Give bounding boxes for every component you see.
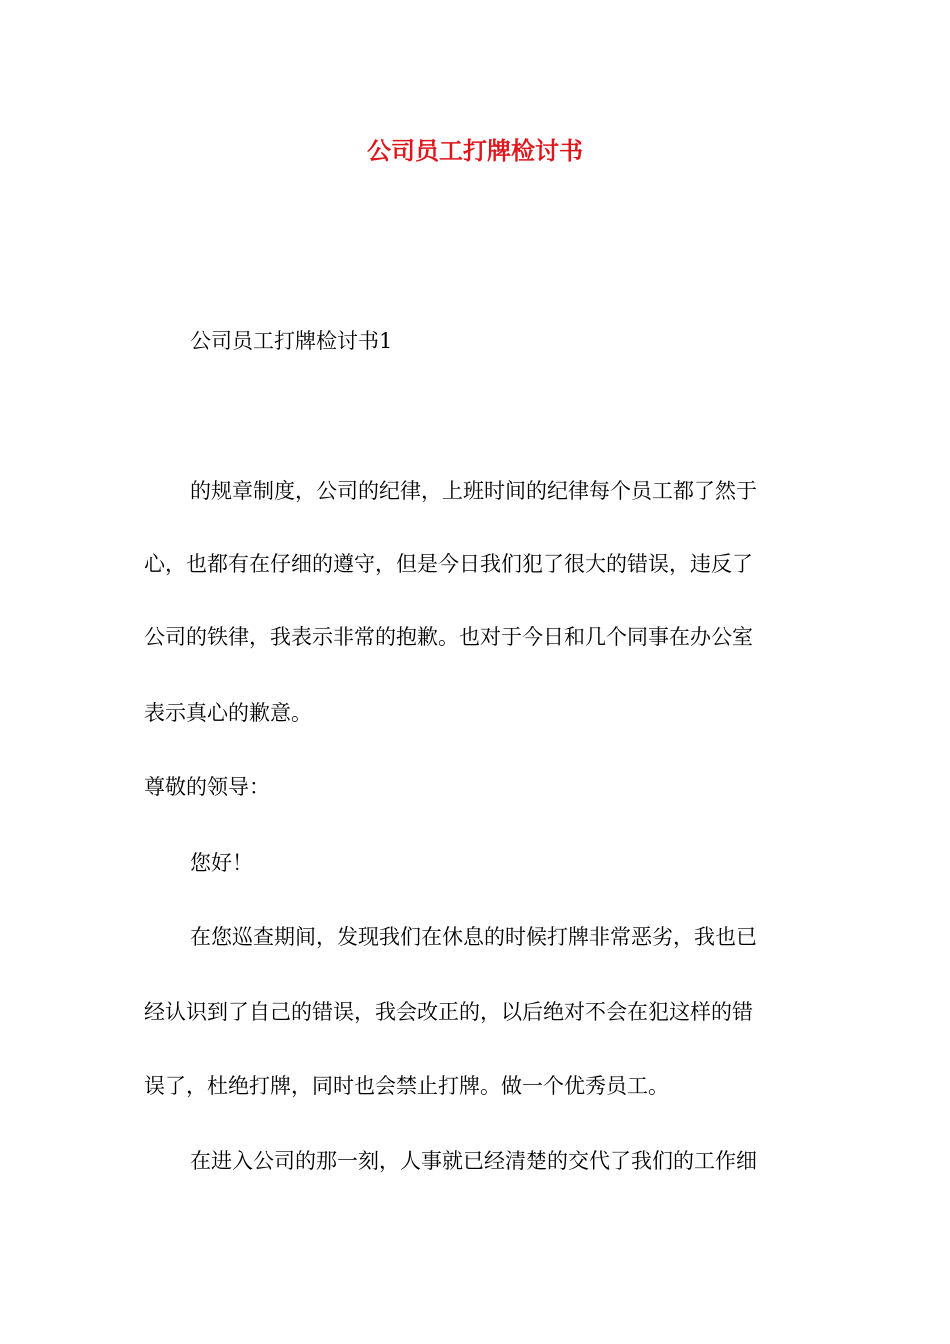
body-line-2: 心，也都有在仔细的遵守，但是今日我们犯了很大的错误，违反了: [144, 552, 753, 576]
body-line-1: 的规章制度，公司的纪律，上班时间的纪律每个员工都了然于: [190, 479, 757, 503]
body-line-8: 在进入公司的那一刻，人事就已经清楚的交代了我们的工作细: [190, 1149, 757, 1173]
salutation: 尊敬的领导：: [144, 775, 270, 799]
body-line-6: 经认识到了自己的错误，我会改正的，以后绝对不会在犯这样的错: [144, 1000, 753, 1024]
body-line-4: 表示真心的歉意。: [144, 701, 312, 725]
body-line-5: 在您巡查期间，发现我们在休息的时候打牌非常恶劣，我也已: [190, 925, 757, 949]
greeting: 您好！: [190, 851, 253, 875]
body-line-7: 误了，杜绝打牌，同时也会禁止打牌。做一个优秀员工。: [144, 1074, 669, 1098]
body-line-3: 公司的铁律，我表示非常的抱歉。也对于今日和几个同事在办公室: [144, 625, 753, 649]
document-title: 公司员工打牌检讨书: [367, 136, 583, 165]
section-heading: 公司员工打牌检讨书1: [190, 329, 393, 353]
